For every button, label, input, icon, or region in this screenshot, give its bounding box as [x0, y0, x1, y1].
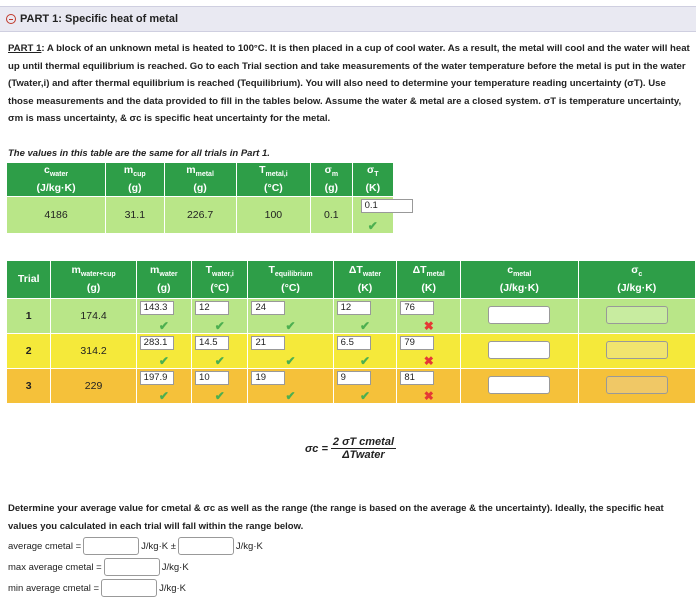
equilibrium-temp-cell: [248, 369, 333, 404]
header-main: Trial: [17, 273, 40, 285]
cross-icon: ✖: [423, 319, 434, 333]
average-unit: J/kg·K ±: [141, 540, 176, 552]
constant-value: 100: [236, 197, 310, 234]
sigma-c-cell: [578, 334, 695, 369]
water-cup-mass: 174.4: [51, 299, 136, 334]
header-unit: (K): [365, 181, 381, 194]
formula-numerator: 2 σT cmetal: [332, 436, 395, 448]
header-main: m: [123, 164, 134, 177]
trials-header-1: [51, 261, 136, 299]
delta-t-metal-input[interactable]: 76: [400, 301, 434, 315]
header-main: m: [186, 164, 196, 177]
header-main: T: [205, 264, 213, 277]
check-icon: ✔: [158, 389, 169, 403]
intro-body: : A block of an unknown metal is heated to 100°C. It is then placed in a cup of cool water. As a result, the metal will cool and the water will heat up until thermal equilibrium is reached. Go to each Trial section and take measurements of the water temperature before the metal is put in the water (Twater,i) and after thermal equilibrium is reached (Tequilibrium). You will also need to determine your temperature reading uncertainty (σT). Use those measurements and the data provided to fill in the tables below. Assume the water & metal are a closed system. σT is temperature uncertainty, σm is mass uncertainty, & σc is specific heat uncertainty for the metal.: [8, 43, 690, 124]
header-sub: water+cup: [80, 271, 116, 279]
header-unit: (J/kg·K): [36, 181, 76, 194]
water-mass-cell: [136, 334, 191, 369]
constant-value: 226.7: [164, 197, 236, 234]
part-title: PART 1: Specific heat of metal: [20, 13, 179, 25]
delta-t-metal-cell: [397, 334, 461, 369]
constants-header-1: [106, 163, 164, 197]
collapse-icon[interactable]: [6, 14, 16, 24]
header-sub: water: [49, 171, 69, 179]
header-main: σ: [367, 164, 375, 177]
delta-t-water-cell: [333, 299, 397, 334]
header-label: [462, 264, 576, 281]
water-mass-input[interactable]: 197.9: [140, 371, 174, 385]
water-initial-temp-cell: [192, 299, 248, 334]
average-row: [8, 537, 263, 555]
sigma-t-input[interactable]: 0.1: [361, 199, 413, 213]
header-label: [138, 264, 190, 281]
min-unit: J/kg·K: [159, 582, 187, 594]
constants-header-2: [164, 163, 236, 197]
formula-denominator: ΔTwater: [342, 449, 385, 461]
sigma-c-input[interactable]: [606, 306, 668, 324]
header-sub: water: [362, 271, 382, 279]
c-metal-cell: [461, 299, 578, 334]
header-label: [354, 164, 392, 181]
header-unit: (g): [157, 281, 171, 294]
check-icon: ✔: [359, 319, 371, 333]
uncertainty-formula: [305, 436, 396, 461]
water-initial-temp-input[interactable]: 10: [195, 371, 229, 385]
constant-value: 31.1: [106, 197, 164, 234]
average-label: average cmetal =: [8, 540, 82, 552]
sigma-c-input[interactable]: [606, 341, 668, 359]
min-row: [8, 579, 186, 597]
trials-header-5: [333, 261, 397, 299]
header-label: [249, 264, 331, 281]
header-main: σ: [631, 264, 639, 277]
header-label: [8, 273, 49, 286]
trials-header-7: [461, 261, 578, 299]
constants-table: [6, 162, 394, 234]
header-label: [238, 164, 309, 181]
header-unit: (°C): [281, 281, 300, 294]
header-sub: water,i: [212, 271, 234, 279]
delta-t-metal-input[interactable]: 79: [400, 336, 434, 350]
delta-t-water-cell: [333, 369, 397, 404]
trial-number: 1: [7, 299, 51, 334]
water-mass-cell: [136, 369, 191, 404]
trial-row: [7, 299, 696, 334]
intro-text: [8, 40, 692, 128]
header-unit: (g): [193, 181, 207, 194]
equilibrium-temp-cell: [248, 299, 333, 334]
water-initial-temp-input[interactable]: 12: [195, 301, 229, 315]
header-sub: metal: [195, 171, 214, 179]
delta-t-water-input[interactable]: 9: [337, 371, 371, 385]
check-icon: ✔: [285, 354, 296, 368]
max-unit: J/kg·K: [161, 561, 189, 573]
equilibrium-temp-input[interactable]: 21: [251, 336, 285, 350]
check-icon: ✔: [158, 319, 169, 333]
header-label: [580, 264, 694, 281]
trials-header-2: [136, 261, 191, 299]
header-label: [398, 264, 459, 281]
header-sub: cup: [133, 171, 146, 179]
header-sub: metal: [513, 271, 532, 279]
water-initial-temp-cell: [192, 369, 248, 404]
check-icon: ✔: [158, 354, 169, 368]
header-unit: (°C): [210, 281, 230, 294]
equilibrium-temp-input[interactable]: 19: [251, 371, 285, 385]
max-label: max average cmetal =: [8, 561, 102, 573]
uncertainty-input[interactable]: [178, 537, 234, 555]
check-icon: ✔: [285, 319, 296, 333]
water-mass-input[interactable]: 143.3: [140, 301, 174, 315]
water-cup-mass: 314.2: [51, 334, 136, 369]
trials-header-8: [578, 261, 695, 299]
sigma-c-input[interactable]: [606, 376, 668, 394]
constant-value: 4186: [7, 197, 106, 234]
c-metal-cell: [461, 369, 578, 404]
header-sub: c: [638, 271, 643, 279]
header-label: [193, 264, 246, 281]
cross-icon: ✖: [423, 354, 434, 368]
header-unit: (K): [357, 281, 373, 294]
header-main: T: [259, 164, 266, 177]
trial-number: 3: [7, 369, 51, 404]
header-label: [312, 164, 350, 181]
table-note: The values in this table are the same for all trials in Part 1.: [8, 148, 270, 159]
equilibrium-temp-cell: [248, 334, 333, 369]
max-row: [8, 558, 189, 576]
header-sub: T: [374, 171, 379, 179]
check-icon: ✔: [285, 389, 296, 403]
trial-number: 2: [7, 334, 51, 369]
delta-t-metal-input[interactable]: 81: [400, 371, 434, 385]
delta-t-water-input[interactable]: 12: [337, 301, 371, 315]
max-input[interactable]: [104, 558, 160, 576]
c-metal-input[interactable]: [488, 341, 550, 359]
trial-row: [7, 334, 696, 369]
sigma-c-cell: [578, 369, 695, 404]
header-unit: (°C): [264, 181, 283, 194]
header-sub: m: [331, 171, 339, 179]
constants-header-3: [236, 163, 310, 197]
header-unit: (K): [421, 281, 436, 294]
uncertainty-unit: J/kg·K: [235, 540, 263, 552]
check-icon: ✔: [214, 319, 225, 333]
header-unit: (J/kg·K): [617, 281, 657, 294]
part-header[interactable]: [0, 6, 696, 32]
trial-row: [7, 369, 696, 404]
header-main: c: [43, 164, 50, 177]
delta-t-water-input[interactable]: 6.5: [337, 336, 371, 350]
trials-table: [6, 260, 696, 404]
header-label: [8, 164, 104, 181]
sigma-t-cell: [352, 197, 393, 234]
average-input[interactable]: [83, 537, 139, 555]
header-unit: (g): [324, 181, 339, 194]
delta-t-metal-cell: [397, 299, 461, 334]
header-main: ΔT: [412, 264, 427, 277]
trials-header-4: [248, 261, 333, 299]
delta-t-water-cell: [333, 334, 397, 369]
header-label: [107, 164, 162, 181]
header-main: c: [507, 264, 514, 277]
header-main: T: [268, 264, 275, 277]
min-input[interactable]: [101, 579, 157, 597]
water-cup-mass: 229: [51, 369, 136, 404]
check-icon: ✔: [359, 389, 371, 403]
header-sub: metal,i: [265, 171, 288, 179]
part-label: PART 1: [8, 43, 42, 54]
instructions-text: Determine your average value for cmetal & σc as well as the range (the range is based on the average & the uncertainty). Ideally, the specific heat values you calculated in each trial will fall within the range below.: [8, 503, 664, 532]
header-label: [52, 264, 134, 281]
formula-lhs: σc =: [305, 442, 328, 455]
header-unit: (g): [128, 181, 142, 194]
header-main: m: [150, 264, 160, 277]
constants-header-4: [311, 163, 352, 197]
trials-header-0: [7, 261, 51, 299]
header-sub: water: [159, 271, 178, 279]
constants-header-0: [7, 163, 106, 197]
constants-header-5: [352, 163, 393, 197]
header-main: m: [71, 264, 81, 277]
check-icon: ✔: [214, 354, 225, 368]
water-initial-temp-input[interactable]: 14.5: [195, 336, 229, 350]
equilibrium-temp-input[interactable]: 24: [251, 301, 285, 315]
trials-header-3: [192, 261, 248, 299]
trials-header-6: [397, 261, 461, 299]
delta-t-metal-cell: [397, 369, 461, 404]
water-mass-input[interactable]: 283.1: [140, 336, 174, 350]
check-icon: ✔: [359, 354, 371, 368]
c-metal-input[interactable]: [488, 376, 550, 394]
header-label: [166, 164, 235, 181]
c-metal-input[interactable]: [488, 306, 550, 324]
check-icon: ✔: [214, 389, 225, 403]
water-initial-temp-cell: [192, 334, 248, 369]
check-icon: ✔: [367, 219, 378, 233]
min-label: min average cmetal =: [8, 582, 100, 594]
header-sub: equilibrium: [274, 271, 313, 279]
c-metal-cell: [461, 334, 578, 369]
sigma-c-cell: [578, 299, 695, 334]
header-unit: (g): [86, 281, 101, 294]
cross-icon: ✖: [423, 389, 434, 403]
constant-value: 0.1: [311, 197, 352, 234]
header-main: ΔT: [348, 264, 363, 277]
header-sub: metal: [426, 271, 445, 279]
water-mass-cell: [136, 299, 191, 334]
header-main: σ: [324, 164, 332, 177]
header-unit: (J/kg·K): [499, 281, 539, 294]
header-label: [335, 264, 396, 281]
